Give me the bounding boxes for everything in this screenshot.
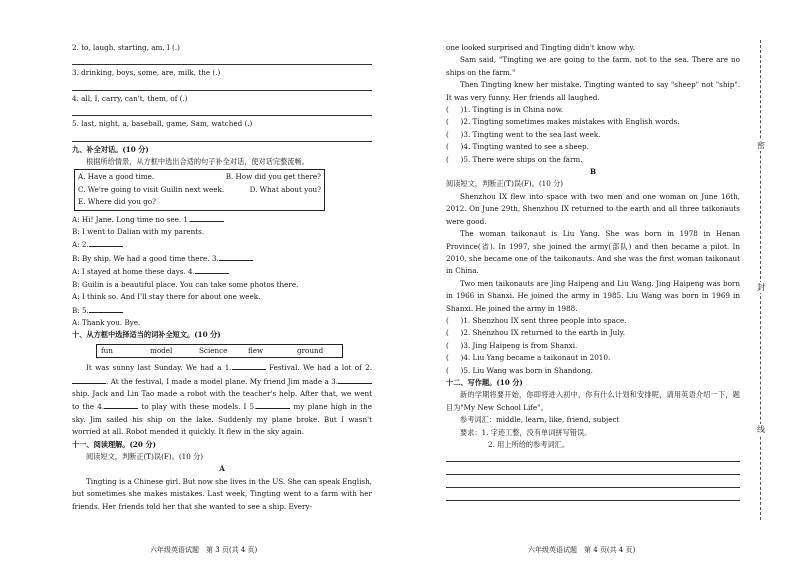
cloze-text: ship. Jack and Lin Tao made a robot with the teacher's help. After that, we went to the 4. [72, 388, 372, 412]
dialogue-text: B: I went to Dalian with my parents. [72, 227, 205, 237]
answer-line[interactable] [72, 105, 372, 116]
cloze-blank[interactable] [104, 400, 138, 409]
dialogue-text: A: 2. [72, 240, 89, 250]
tf-question: ( )3. Jing Haipeng is from Shanxi. [446, 340, 578, 350]
word-order-questions [72, 42, 372, 142]
options-row [78, 184, 321, 196]
section-10-title: 十、从方框中选择适当的词补全短文。(10 分) [72, 330, 221, 340]
answer-blank[interactable] [195, 265, 229, 274]
section-9-instruction: 根据所给情景，从方框中选出合适的句子补全对话，使对话完整流畅。 [86, 157, 309, 167]
word-order-item: 5. last, night, a, baseball, game, Sam, watched (.) [72, 119, 253, 129]
options-row [78, 196, 321, 208]
answer-blank[interactable] [219, 252, 253, 261]
cloze-text: my plane high in the sky. Jim sailed his ship on the lake. Suddenly my plane broke. But I wasn't worried at all. Robot mended it quickly. It flew in the sky again. [72, 402, 372, 437]
cloze-blank[interactable] [256, 400, 290, 409]
section-9-title: 九、补全对话。(10 分) [72, 144, 149, 154]
word-order-item: 4. all, I, carry, can't, them, of (.) [72, 93, 188, 103]
dialogue-text: A: Hi! Jane. Long time no see. 1. [72, 214, 191, 224]
dialogue-text: A: I stayed at home these days. 4. [72, 267, 195, 277]
option-text: A. Have a good time. [78, 172, 155, 182]
options-box [74, 169, 325, 210]
word-bank-item: Science [199, 345, 228, 355]
writing-line[interactable] [446, 451, 740, 462]
option-text: D. What about you? [249, 184, 321, 194]
passage-a-paragraph: Then Tingting knew her mistake. Tingting wanted to say "sheep" not "ship". It was very funny. Her friends all laughed. [446, 80, 740, 102]
passage-a-paragraph: one looked surprised and Tingting didn't know why. [446, 43, 635, 52]
word-bank [96, 344, 343, 358]
tf-question: ( )1. Shenzhou IX sent three people into space. [446, 315, 627, 325]
dialogue-line [72, 238, 372, 251]
dialogue-line [72, 226, 372, 238]
word-bank-item: flew [248, 345, 264, 355]
word-order-item: 2. to, laugh, starting, am, I (.) [72, 43, 180, 52]
option-text: E. Where did you go? [78, 197, 156, 207]
dialogue-line [72, 304, 372, 317]
passage-b-paragraph: The woman taikonaut is Liu Yang. She was born in 1978 in Henan Province(省). In 1997, she joined the army(部队) and then became a pilot. In 2010, she became one of the taikonauts. And she was the first woman taikonaut in China. [446, 229, 740, 276]
passage-a-paragraph: Sam said, "Tingting we are going to the farm, not to the sea. There are no ships on the farm." [446, 55, 740, 77]
requirement-1: 要求：1. 字迹工整，没有单词拼写错误。 [460, 427, 592, 437]
tf-question: ( )5. Liu Wang was born in Shandong. [446, 365, 593, 375]
writing-line[interactable] [446, 477, 740, 488]
requirement-2: 2. 用上所给的参考词汇。 [488, 440, 570, 449]
dialogue-text: B: Guilin is a beautiful place. You can take some photos there. [72, 279, 299, 289]
passage-a: Tingting is a Chinese girl. But now she lives in the US. She can speak English, but sometimes she makes mistakes. Last week, Tingting went to a farm with her friends. Her friends told her that she wanted to see a ship. Every- [72, 476, 372, 511]
questions-a [446, 104, 740, 166]
passage-b-paragraph: Shenzhou IX flew into space with two men and one woman on June 16th, 2012. On June 29th, Shenzhou IX returned to the earth and all three taikonauts were good. [446, 191, 740, 226]
cloze-text: . At the festival, I made a model plane. My friend Jim made a 3. [106, 376, 338, 386]
binding-char: 线 [757, 425, 765, 434]
binding-char: 封 [757, 283, 765, 292]
binding-line [760, 40, 761, 520]
section-12-title: 十二、写作题。(10 分) [446, 377, 523, 387]
dialogue-text: A: Thank you. Bye. [72, 317, 141, 327]
passage-b [446, 191, 740, 315]
tf-question: ( )2. Tingting sometimes makes mistakes with English words. [446, 117, 680, 127]
word-bank-item: model [150, 345, 173, 355]
tf-question: ( )4. Tingting wanted to see a sheep. [446, 142, 589, 152]
footer-page-3: 六年级英语试题 第 3 页(共 4 页) [150, 546, 258, 554]
part-a-label: A [219, 464, 225, 474]
options-row [78, 171, 321, 183]
questions-b [446, 315, 740, 377]
tf-question: ( )2. Shenzhou IX returned to the earth in July. [446, 328, 625, 338]
writing-prompt: 新的学期将要开始，你即将进入初中，你有什么计划和安排呢，请用英语介绍一下，题目为"My New School Life"。 [446, 390, 740, 412]
cloze-blank[interactable] [72, 375, 106, 384]
page-3 [72, 42, 372, 513]
word-order-item: 3. drinking, boys, some, are, milk, the (.) [72, 68, 221, 78]
dialogue-line [72, 265, 372, 278]
passage-b-paragraph: Two men taikonauts are Jing Haipeng and Liu Wang. Jing Haipeng was born in 1966 in Shanxi. He joined the army in 1985. Liu Wang was born in 1969 in Shanxi. He joined the army in 1988. [446, 278, 740, 313]
cloze-text: to play with these models. I 5. [138, 402, 257, 412]
reference-words: 参考词汇：middle, learn, like, friend, subject [460, 415, 620, 425]
passage-a-continued [446, 42, 740, 104]
tf-question: ( )5. There were ships on the farm. [446, 154, 583, 164]
dialogue-line [72, 279, 372, 291]
footer-page-4: 六年级英语试题 第 4 页(共 4 页) [528, 546, 636, 554]
cloze-passage [72, 361, 372, 438]
answer-line[interactable] [72, 131, 372, 142]
option-text: B. How did you get there? [225, 172, 321, 182]
answer-blank[interactable] [89, 238, 123, 247]
answer-blank[interactable] [190, 213, 224, 222]
word-bank-item: fun [101, 345, 113, 355]
dialogue-line [72, 213, 372, 226]
writing-line[interactable] [446, 490, 740, 501]
answer-blank[interactable] [89, 304, 123, 313]
cloze-text: It was sunny last Sunday. We had a 1. [86, 363, 232, 373]
cloze-blank[interactable] [232, 361, 266, 370]
tf-question: ( )3. Tingting went to the sea last week. [446, 129, 601, 139]
dialogue-line [72, 317, 372, 329]
option-text: C. We're going to visit Guilin next week. [78, 184, 225, 194]
section-11-instruction: 阅读短文，判断正(T)误(F)。(10 分) [86, 451, 204, 461]
tf-question: ( )4. Liu Yang became a taikonaut in 2010. [446, 353, 611, 363]
dialogue-line [72, 291, 372, 303]
section-11-title: 十一、阅读理解。(20 分) [72, 439, 156, 449]
answer-line[interactable] [72, 54, 372, 65]
word-bank-item: ground [297, 345, 324, 355]
cloze-text: Festival. We had a lot of 2. [265, 363, 372, 373]
cloze-blank[interactable] [338, 375, 372, 384]
binding-char: 密 [757, 141, 765, 150]
page-4 [446, 42, 740, 503]
answer-line[interactable] [72, 80, 372, 91]
writing-line[interactable] [446, 464, 740, 475]
part-b-label: B [589, 167, 597, 177]
dialogue-text: B: 5. [72, 305, 89, 315]
dialogue [72, 213, 372, 330]
tf-question: ( )1. Tingting is in China now. [446, 105, 564, 115]
dialogue-text: A: I think so. And I'll stay there for about one week. [72, 292, 261, 302]
part-b-instruction: 阅读短文，判断正(T)误(F)。(10 分) [446, 179, 564, 189]
dialogue-line [72, 252, 372, 265]
dialogue-text: B: By ship. We had a good time there. 3. [72, 253, 219, 263]
